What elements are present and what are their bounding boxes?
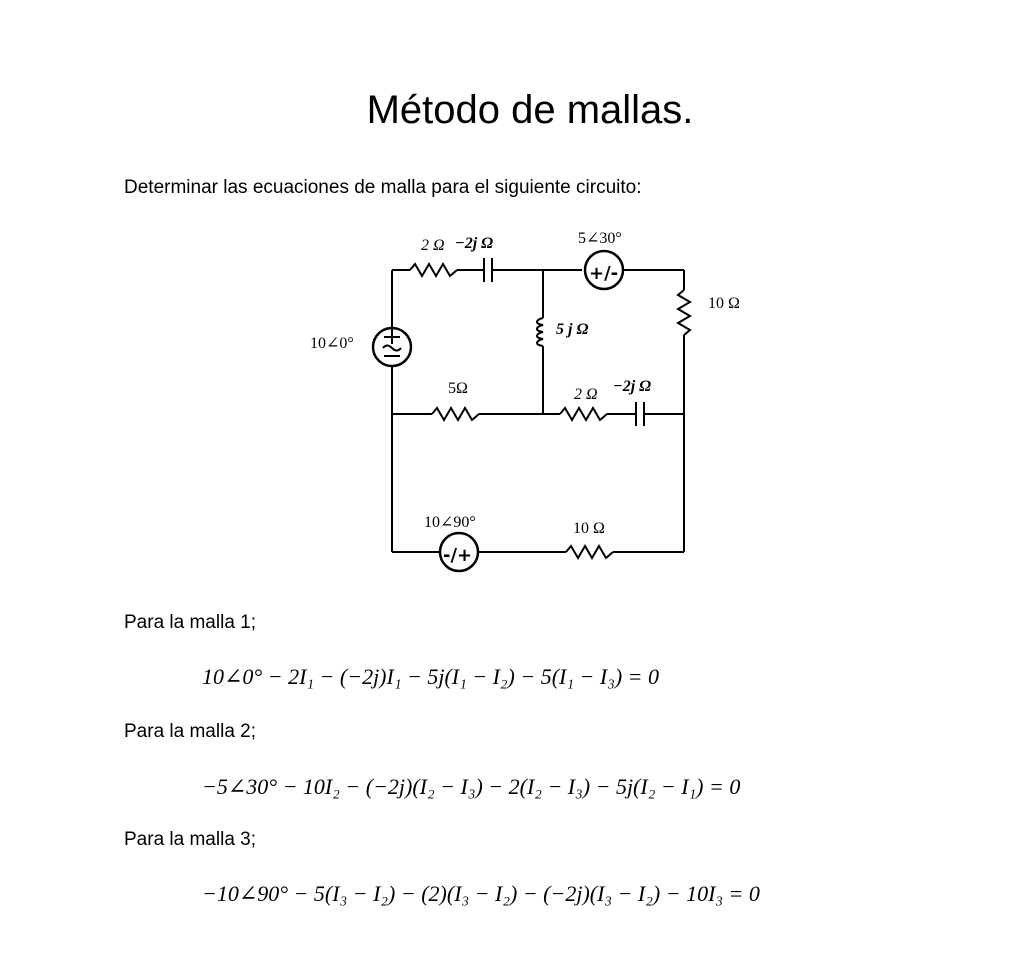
mesh-3-label: Para la malla 3; [124,829,257,850]
svg-text:+/-: +/- [589,263,619,284]
label-src-left: 10∠0° [310,335,354,352]
intro-text: Determinar las ecuaciones de malla para el siguiente circuito: [124,177,642,198]
label-c-mid: −2j Ω [613,378,652,395]
label-r-mid: 5Ω [448,380,468,397]
resistor-top [410,264,457,276]
label-r-top: 2 Ω [421,237,445,254]
label-src-top: 5∠30° [578,230,622,247]
resistor-middle [432,408,479,420]
label-c-top: −2j Ω [455,235,494,252]
mesh-2-label: Para la malla 2; [124,721,257,742]
label-src-bottom: 10∠90° [424,514,476,531]
resistor-right [678,290,690,335]
mesh-1-equation: 10∠0° − 2I₁ − (−2j)I₁ − 5j(I₁ − I₂) − 5(I₁ − I₃) = 0 [202,664,660,689]
label-l-mid: 5 j Ω [556,321,589,338]
mesh-3-equation: −10∠90° − 5(I₃ − I₂) − (2)(I₃ − I₂) − (−2j)(I₃ − I₂) − 10I₃ = 0 [202,881,760,906]
inductor-middle [537,318,543,346]
label-r-mid2: 2 Ω [574,386,598,403]
page-title: Método de mallas. [366,88,694,132]
mesh-2-equation: −5∠30° − 10I₂ − (−2j)(I₂ − I₃) − 2(I₂ − I₃) − 5j(I₂ − I₁) = 0 [202,774,741,799]
svg-text:-/+: -/+ [443,545,473,566]
resistor-bottom [566,546,613,558]
label-r-bottom: 10 Ω [573,520,605,537]
label-r-right: 10 Ω [708,295,740,312]
resistor-middle-2 [560,408,607,420]
mesh-1-label: Para la malla 1; [124,612,257,633]
